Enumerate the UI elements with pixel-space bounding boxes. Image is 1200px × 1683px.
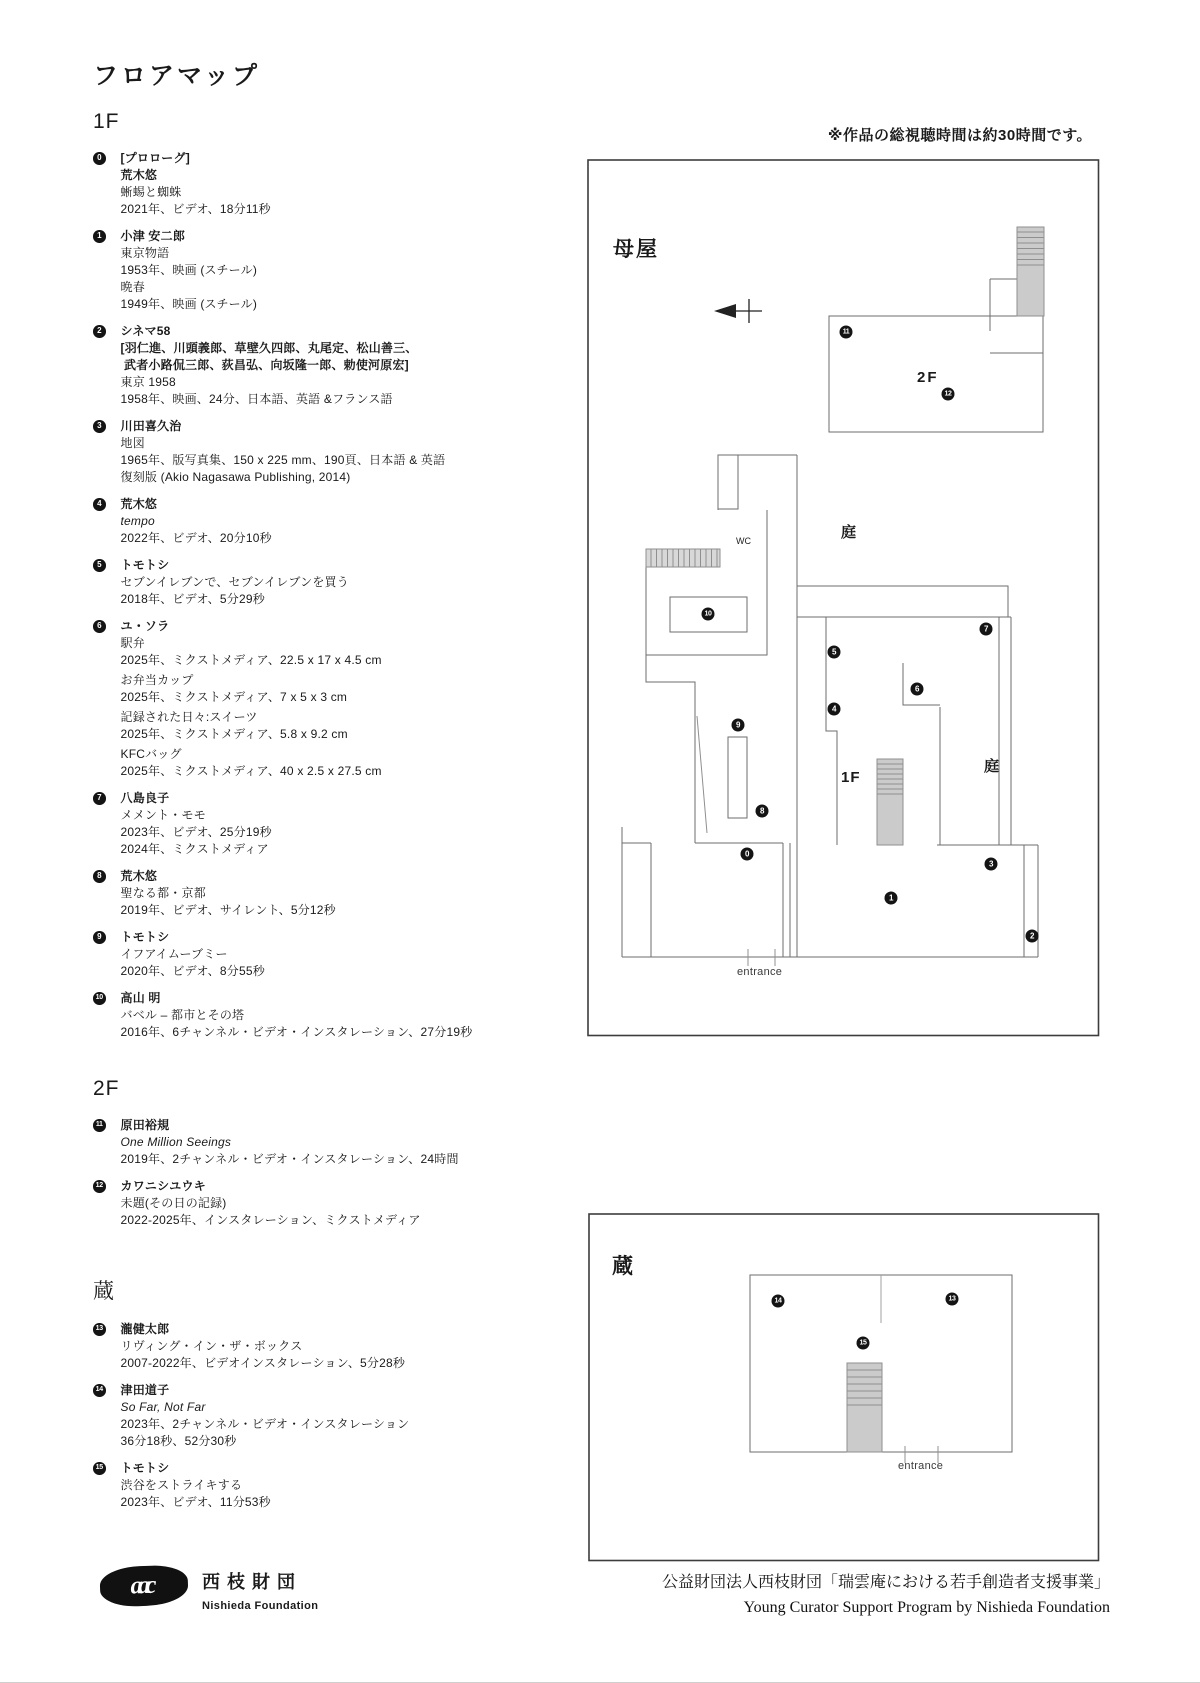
artist-name: 小津 安二郎	[120, 229, 186, 243]
work-item	[93, 1382, 573, 1450]
work-number-badge: 14	[93, 1384, 106, 1397]
work-detail: お弁当カップ	[120, 673, 194, 687]
work-lines	[121, 1178, 574, 1229]
map-badge-13: 13	[946, 1293, 959, 1306]
main-staircase	[877, 759, 903, 845]
artist-name: 武者小路侃三郎、荻昌弘、向坂隆一郎、勅使河原宏]	[120, 358, 409, 372]
work-detail: 2024年、ミクストメディア	[120, 842, 269, 856]
work-detail: 2025年、ミクストメディア、5.8 x 9.2 cm	[120, 727, 348, 741]
garden-label-right: 庭	[984, 758, 1001, 775]
work-detail: 2023年、ビデオ、25分19秒	[120, 825, 272, 839]
work-lines	[121, 557, 574, 608]
work-detail: 36分18秒、52分30秒	[120, 1434, 237, 1448]
work-item	[93, 557, 573, 608]
work-detail: 2022-2025年、インスタレーション、ミクストメディア	[120, 1213, 421, 1227]
kura-entrance-label: entrance	[898, 1460, 944, 1472]
work-number-badge: 15	[93, 1462, 106, 1475]
work-number-badge: 7	[93, 792, 106, 805]
map-badge-1: 1	[885, 892, 898, 905]
page-title: フロアマップ	[93, 62, 261, 90]
work-lines	[121, 868, 574, 919]
works-list	[93, 110, 573, 1511]
work-item	[93, 1460, 573, 1511]
brand-name-en: Nishieda Foundation	[202, 1600, 319, 1612]
work-lines	[121, 929, 574, 980]
work-lines	[121, 323, 574, 408]
work-detail: 東京物語	[120, 246, 170, 260]
work-detail: 2025年、ミクストメディア、40 x 2.5 x 27.5 cm	[120, 764, 382, 778]
work-lines	[121, 150, 574, 218]
artist-name: カワニシユウキ	[120, 1179, 206, 1193]
work-lines	[121, 1321, 574, 1372]
work-number-badge: 3	[93, 420, 106, 433]
work-detail: 2007-2022年、ビデオインスタレーション、5分28秒	[120, 1356, 406, 1370]
map-badge-11: 11	[840, 326, 853, 339]
artist-name: 瀧健太郎	[120, 1322, 170, 1336]
map-badge-6: 6	[911, 683, 924, 696]
map-badge-10: 10	[702, 608, 715, 621]
work-number-badge: 6	[93, 620, 106, 633]
work-item	[93, 496, 573, 547]
artist-name: 八島良子	[120, 791, 170, 805]
work-detail: So Far, Not Far	[120, 1400, 206, 1414]
work-detail: 2021年、ビデオ、18分11秒	[120, 202, 271, 216]
artist-name: [羽仁進、川頭義郎、草壁久四郎、丸尾定、松山善三、	[120, 341, 418, 355]
work-number-badge: 5	[93, 559, 106, 572]
work-detail: 2023年、2チャンネル・ビデオ・インスタレーション	[120, 1417, 410, 1431]
work-detail: 東京 1958	[120, 375, 176, 389]
section-items	[93, 1117, 573, 1229]
work-item	[93, 868, 573, 919]
work-lines	[121, 790, 574, 858]
work-item	[93, 1117, 573, 1168]
map-badge-5: 5	[828, 646, 841, 659]
brand-text	[202, 1566, 318, 1612]
section-header-蔵: 蔵	[93, 1280, 115, 1303]
work-detail: 渋谷をストライキする	[120, 1478, 243, 1492]
work-item	[93, 1178, 573, 1229]
work-detail: 1958年、映画、24分、日本語、英語 &フランス語	[120, 392, 393, 406]
section-header-2F: 2F	[93, 1077, 120, 1100]
map-badge-7: 7	[980, 623, 993, 636]
work-detail: 2023年、ビデオ、11分53秒	[120, 1495, 271, 1509]
work-number-badge: 0	[93, 152, 106, 165]
credit-line-en: Young Curator Support Program by Nishieda Foundation	[743, 1599, 1110, 1616]
map-badge-15: 15	[857, 1337, 870, 1350]
credit-line-jp: 公益財団法人西枝財団「瑞雲庵における若手創造者支援事業」	[661, 1574, 1110, 1591]
work-number-badge: 8	[93, 870, 106, 883]
north-wing-walls	[646, 455, 797, 957]
kura-staircase	[847, 1363, 882, 1452]
work-lines	[121, 618, 574, 780]
footer-brand	[100, 1566, 318, 1612]
work-detail: バベル – 都市とその塔	[120, 1008, 245, 1022]
work-item	[93, 1321, 573, 1372]
omoya-building-label: 母屋	[613, 238, 659, 261]
work-lines	[121, 1117, 574, 1168]
work-detail: 2016年、6チャンネル・ビデオ・インスタレーション、27分19秒	[120, 1025, 473, 1039]
work-item	[93, 790, 573, 858]
work-lines	[121, 496, 574, 547]
work-detail: KFCバッグ	[120, 747, 182, 761]
artist-name: トモトシ	[120, 1461, 170, 1475]
artist-name: 原田裕規	[120, 1118, 170, 1132]
map-badge-0: 0	[741, 848, 754, 861]
work-item	[93, 990, 573, 1041]
artist-name: 荒木悠	[120, 497, 158, 511]
map-kura	[588, 1213, 1100, 1562]
work-detail: 2025年、ミクストメディア、22.5 x 17 x 4.5 cm	[120, 653, 382, 667]
work-item	[93, 323, 573, 408]
work-detail: 2025年、ミクストメディア、7 x 5 x 3 cm	[120, 690, 348, 704]
work-lines	[121, 418, 574, 486]
artist-name: トモトシ	[120, 558, 170, 572]
omoya-entrance-label: entrance	[737, 966, 783, 978]
work-number-badge: 13	[93, 1323, 106, 1336]
work-number-badge: 4	[93, 498, 106, 511]
work-detail: イフアイムーブミー	[120, 947, 228, 961]
work-detail: tempo	[120, 514, 155, 528]
map-badge-8: 8	[756, 805, 769, 818]
works-column	[93, 56, 573, 1521]
work-number-badge: 10	[93, 992, 106, 1005]
artist-name: 川田喜久治	[120, 419, 182, 433]
artist-name: ユ・ソラ	[120, 619, 170, 633]
artist-name: 荒木悠	[120, 869, 158, 883]
kura-building-label: 蔵	[612, 1255, 635, 1278]
annex-2f-walls	[829, 279, 1043, 432]
section-header-1F: 1F	[93, 110, 120, 133]
work-detail: 1965年、版写真集、150 x 225 mm、190頁、日本語 & 英語	[120, 453, 446, 467]
work-number-badge: 1	[93, 230, 106, 243]
map-badge-4: 4	[828, 703, 841, 716]
north-steps	[646, 549, 720, 567]
work-detail: 未題(その日の記録)	[120, 1196, 227, 1210]
work-detail: 2019年、2チャンネル・ビデオ・インスタレーション、24時間	[120, 1152, 459, 1166]
work-detail: 2020年、ビデオ、8分55秒	[120, 964, 265, 978]
omoya-floorplan	[587, 159, 1100, 1037]
work-detail: One Million Seeings	[120, 1135, 232, 1149]
artist-name: トモトシ	[120, 930, 170, 944]
work-lines	[121, 1382, 574, 1450]
map-badge-9: 9	[732, 719, 745, 732]
work-detail: 復刻版 (Akio Nagasawa Publishing, 2014)	[120, 470, 351, 484]
work-item	[93, 929, 573, 980]
work-item	[93, 618, 573, 780]
map-badge-14: 14	[772, 1295, 785, 1308]
artist-name: 荒木悠	[120, 168, 158, 182]
brand-name-jp: 西枝財団	[202, 1572, 302, 1592]
section-items	[93, 150, 573, 1041]
artist-name: 高山 明	[120, 991, 161, 1005]
work-detail: 2022年、ビデオ、20分10秒	[120, 531, 272, 545]
map-badge-3: 3	[985, 858, 998, 871]
total-viewing-time-note: ※作品の総視聴時間は約30時間です。	[827, 127, 1092, 144]
work-detail: セブンイレブンで、セブンイレブンを買う	[120, 575, 349, 589]
artist-name: 津田道子	[120, 1383, 170, 1397]
work-detail: 地図	[120, 436, 145, 450]
section-items	[93, 1321, 573, 1511]
work-number-badge: 9	[93, 931, 106, 944]
work-detail: リヴィング・イン・ザ・ボックス	[120, 1339, 303, 1353]
east-wing-walls	[797, 586, 1038, 957]
work-item	[93, 418, 573, 486]
south-walls	[622, 716, 1038, 957]
work-detail: 蜥蜴と蜘蛛	[120, 185, 182, 199]
artist-name: [プロローグ]	[120, 151, 190, 165]
work-item	[93, 228, 573, 313]
room-pillar	[728, 737, 747, 818]
work-detail: メメント・モモ	[120, 808, 206, 822]
work-number-badge: 11	[93, 1119, 106, 1132]
map-badge-12: 12	[942, 388, 955, 401]
kura-frame	[589, 1214, 1099, 1561]
work-detail: 2019年、ビデオ、サイレント、5分12秒	[120, 903, 336, 917]
north-arrow-icon	[714, 299, 762, 323]
work-lines	[121, 228, 574, 313]
artist-name: シネマ58	[120, 324, 171, 338]
work-number-badge: 12	[93, 1180, 106, 1193]
floor-1f-label: 1F	[841, 769, 861, 786]
annex-staircase	[1017, 227, 1044, 316]
work-detail: 1953年、映画 (スチール)	[120, 263, 258, 277]
wc-label: WC	[736, 536, 751, 546]
floor-2f-label: 2F	[917, 369, 939, 386]
work-detail: 駅弁	[120, 636, 145, 650]
map-omoya	[587, 159, 1100, 1037]
kura-floorplan	[588, 1213, 1100, 1562]
garden-label-top: 庭	[841, 524, 858, 541]
work-detail: 記録された日々:スイーツ	[120, 710, 258, 724]
work-item	[93, 150, 573, 218]
work-detail: 晩春	[120, 280, 145, 294]
work-lines	[121, 1460, 574, 1511]
nishieda-foundation-logo: aac	[99, 1564, 188, 1607]
map-badge-2: 2	[1026, 930, 1039, 943]
work-detail: 聖なる都・京都	[120, 886, 206, 900]
work-number-badge: 2	[93, 325, 106, 338]
work-detail: 1949年、映画 (スチール)	[120, 297, 258, 311]
work-detail: 2018年、ビデオ、5分29秒	[120, 592, 265, 606]
work-lines	[121, 990, 574, 1041]
footer-credit	[662, 1570, 1110, 1620]
